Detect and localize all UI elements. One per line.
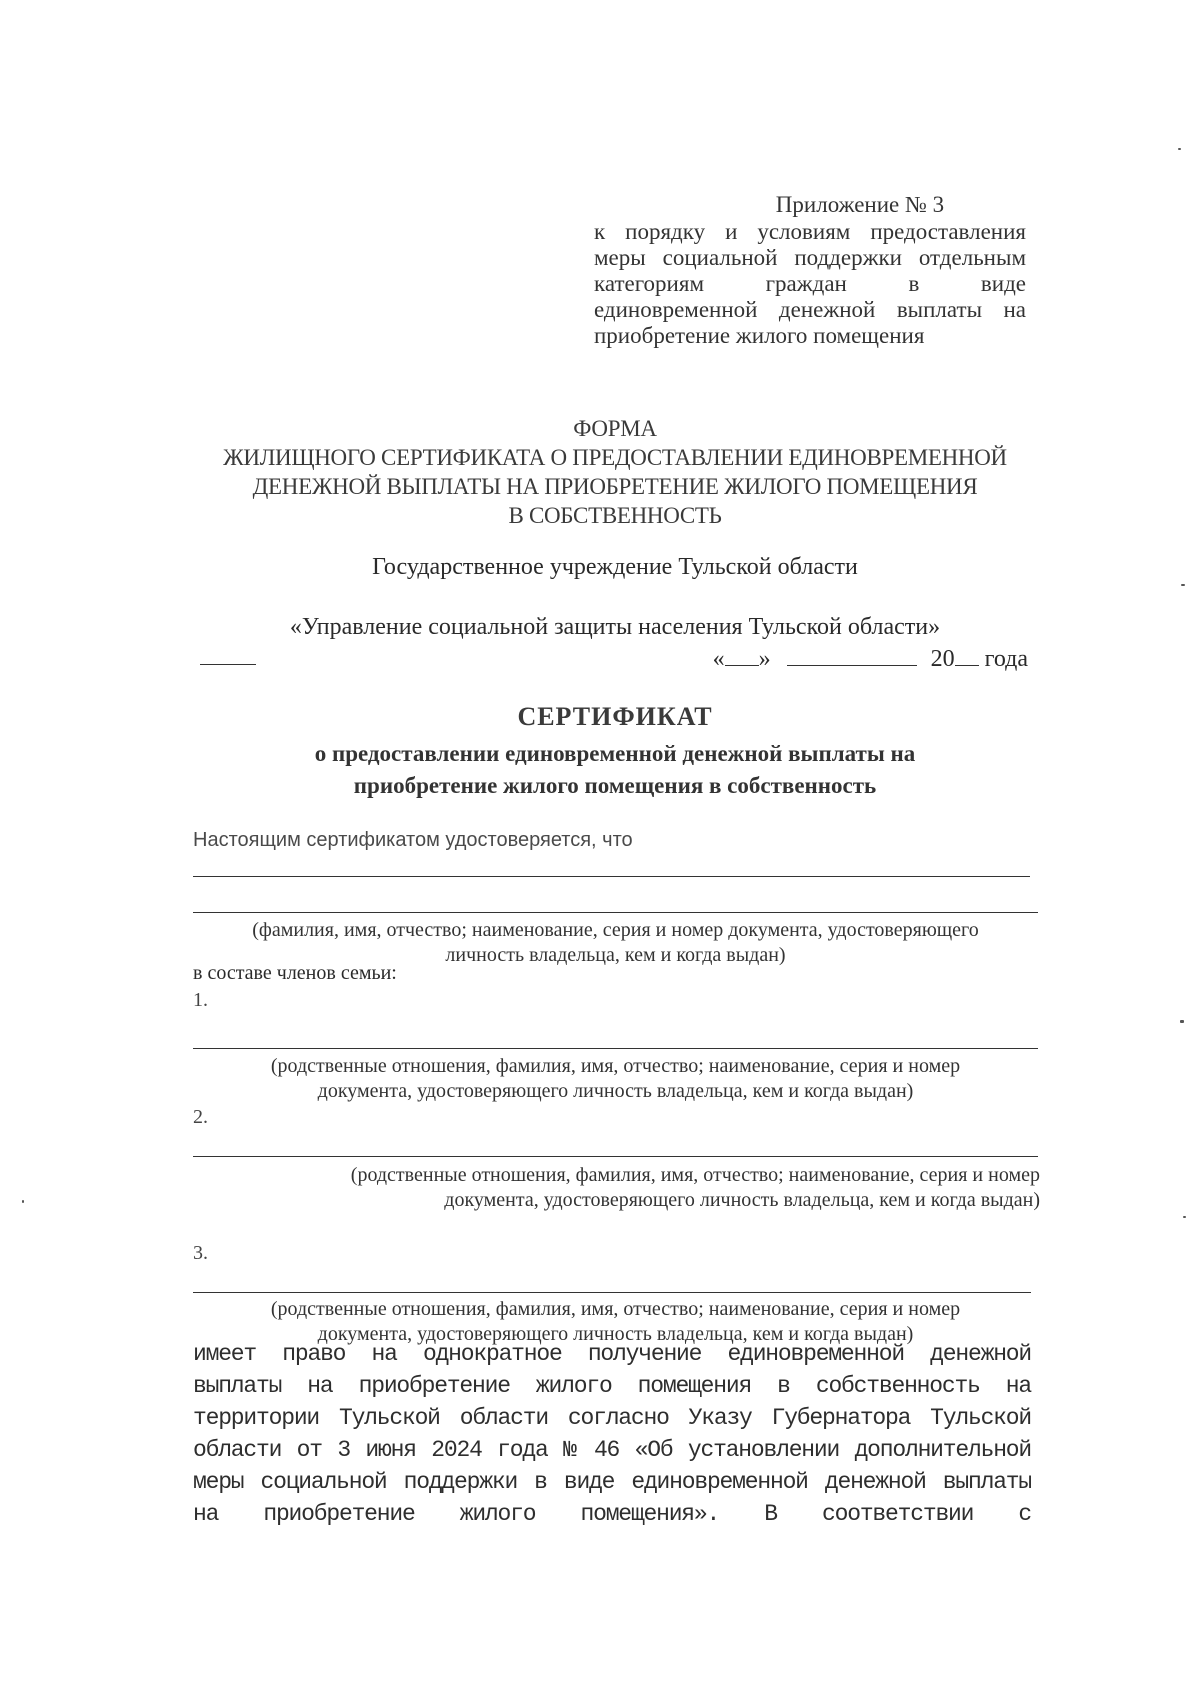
form-heading-line: ДЕНЕЖНОЙ ВЫПЛАТЫ НА ПРИОБРЕТЕНИЕ ЖИЛОГО ПОМЕЩЕНИЯ [252,474,978,499]
owner-fill-line [193,876,1030,877]
form-heading-line: ФОРМА [573,416,657,441]
caption-line: документа, удостоверяющего личность владельца, кем и когда выдан) [317,1080,914,1102]
caption-line: (родственные отношения, фамилия, имя, отчество; наименование, серия и номер [270,1055,961,1077]
caption-line: (фамилия, имя, отчество; наименование, серия и номер документа, удостоверяющего [252,919,979,941]
family-member-caption [240,1163,1040,1213]
certificate-title: СЕРТИФИКАТ [517,702,713,731]
date-close-quote: » [758,646,771,672]
family-member-fill-line [193,1292,1031,1293]
form-heading [150,414,1080,530]
caption-line: (родственные отношения, фамилия, имя, отчество; наименование, серия и номер [350,1164,1040,1186]
appendix-block [594,192,1026,349]
issuer-institution: Государственное учреждение Тульской области [372,554,858,580]
appendix-number: Приложение № 3 [775,192,945,217]
date-open-quote: « [712,646,725,672]
form-heading-line: В СОБСТВЕННОСТЬ [508,503,722,528]
scan-speck [1183,1216,1186,1218]
certificate-subtitle [200,738,1030,802]
family-member-caption [193,1054,1038,1104]
issue-number-blank [200,664,256,665]
form-heading-line: ЖИЛИЩНОГО СЕРТИФИКАТА О ПРЕДОСТАВЛЕНИИ ЕДИНОВРЕМЕННОЙ [223,445,1007,470]
year-blank [955,643,979,666]
scan-speck [1181,584,1185,586]
entitlement-paragraph: имеет право на однократное получение единовременной денежной выплаты на приобретение жилого помещения в собственность на территории Тульской области согласно Указу Губернатора Тульской области от 3 июня 2024 года № 46 «Об установлении дополнительной меры социальной поддержки в виде единовременной денежной выплаты на приобретение жилого помещения». В соответствии с [193,1341,1031,1527]
caption-line: (родственные отношения, фамилия, имя, отчество; наименование, серия и номер [270,1298,961,1320]
family-member-number: 3. [193,1242,208,1264]
scan-speck [22,1200,24,1203]
day-blank [725,643,759,666]
caption-line: личность владельца, кем и когда выдан) [445,944,786,966]
family-member-number: 1. [193,989,208,1011]
scan-speck [1178,148,1181,150]
issuer-department: «Управление социальной защиты населения Тульской области» [289,614,941,640]
caption-line: документа, удостоверяющего личность владельца, кем и когда выдан) [317,1323,914,1345]
family-member-number: 2. [193,1106,208,1128]
appendix-text: к порядку и условиям предоставления меры социальной поддержки отдельным категориям граждан в виде единовременной денежной выплаты на приобретение жилого помещения [594,219,1026,348]
family-member-fill-line [193,1156,1038,1157]
certificate-subtitle-line: приобретение жилого помещения в собственность [353,773,877,798]
owner-fill-line [193,912,1038,913]
date-century: 20 [930,646,955,672]
month-blank [787,643,917,666]
caption-line: документа, удостоверяющего личность владельца, кем и когда выдан) [444,1189,1040,1211]
date-suffix: года [984,646,1028,672]
family-members-label: в составе членов семьи: [193,962,397,984]
family-member-fill-line [193,1048,1038,1049]
certificate-subtitle-line: о предоставлении единовременной денежной выплаты на [314,741,916,766]
scan-speck [1180,1020,1184,1023]
intro-text: Настоящим сертификатом удостоверяется, что [193,829,633,851]
date-line [713,643,1028,674]
